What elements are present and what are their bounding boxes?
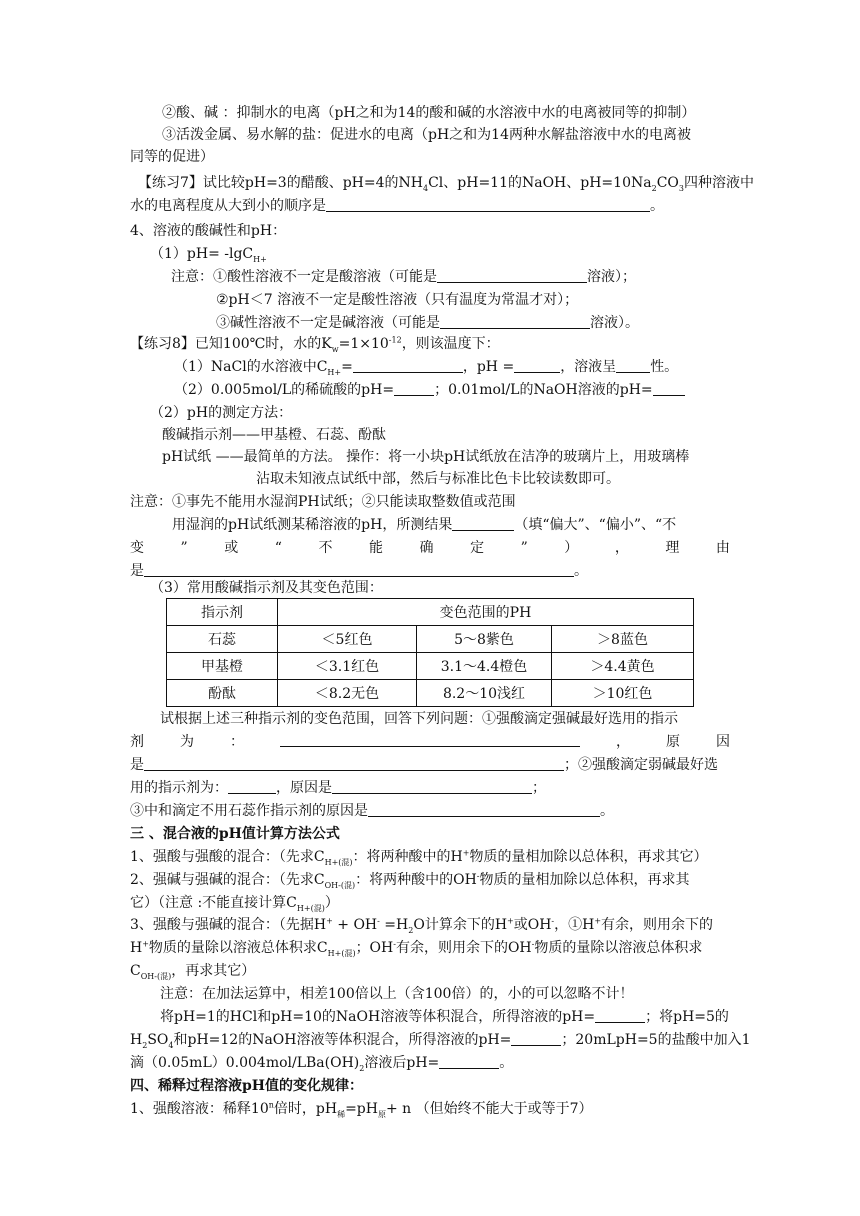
line-text: 4、溶液的酸碱性和pH： xyxy=(130,223,287,239)
text-line xyxy=(150,402,750,424)
superscript: - xyxy=(393,939,396,949)
line-text: 有余，则用余下的 xyxy=(601,917,714,933)
text-line xyxy=(130,869,730,891)
line-text: pH试纸 ——最简单的方法。 操作：将一小块pH试纸放在洁净的玻璃片上，用玻璃棒 xyxy=(162,449,690,465)
text-line xyxy=(130,777,730,799)
table-cell: 8.2～10浅红 xyxy=(417,680,552,707)
line-text: ③活泼金属、易水解的盐：促进水的电离（pH之和为14两种水解盐溶液中水的电离被 xyxy=(162,127,691,143)
line-text: H xyxy=(130,1032,143,1048)
line-text: 。 xyxy=(600,803,614,819)
line-char: ： xyxy=(230,734,244,750)
line-text: C xyxy=(130,963,141,979)
table-cell: 酚酞 xyxy=(167,680,278,707)
line-char: “ xyxy=(274,540,282,556)
table-row xyxy=(167,680,694,707)
subscript: H+(混) xyxy=(327,948,356,958)
answer-blank[interactable] xyxy=(439,1053,499,1069)
line-text: （1）pH= -lgC xyxy=(150,246,254,262)
superscript: -12 xyxy=(388,335,402,345)
text-line xyxy=(130,892,730,914)
text-line xyxy=(130,960,730,982)
line-text: 注意：①事先不能用水湿润PH试纸；②只能读取整数值或范围 xyxy=(130,494,516,510)
text-line xyxy=(130,846,730,868)
line-text: O计算余下的H xyxy=(413,917,508,933)
line-text: 和pH=12的NaOH溶液等体积混合，所得溶液的pH= xyxy=(173,1032,512,1048)
line-text: ； xyxy=(532,780,546,796)
text-line xyxy=(162,124,762,146)
line-text: ②酸、碱 ：抑制水的电离（pH之和为14的酸和碱的水溶液中水的电离被同等的抑制） xyxy=(162,105,696,121)
line-text: 1、强酸溶液：稀释10 xyxy=(130,1101,269,1117)
line-text: 用的指示剂为： xyxy=(130,780,228,796)
answer-blank[interactable] xyxy=(452,515,514,531)
table-row xyxy=(167,653,694,680)
subscript: H+(混) xyxy=(296,903,325,913)
line-char: 不 xyxy=(318,540,333,556)
answer-blank[interactable] xyxy=(368,801,600,817)
table-cell: ＞8蓝色 xyxy=(552,626,694,653)
answer-blank[interactable] xyxy=(394,380,434,396)
superscript: n xyxy=(268,1100,274,1110)
line-char: ” xyxy=(180,540,188,556)
line-text: 它）（注意 :不能直接计算C xyxy=(130,895,297,911)
line-text: 四种溶液中 xyxy=(683,175,754,191)
line-text: 是 xyxy=(130,757,144,773)
line-text: ，pH = xyxy=(462,359,515,375)
line-char: 因 xyxy=(716,734,730,750)
subscript: 2 xyxy=(651,183,657,193)
line-text: （2）pH的测定方法： xyxy=(150,405,293,421)
line-text: =pH xyxy=(345,1101,378,1117)
line-text: 注意：在加法运算中，相差100倍以上（含100倍）的，小的可以忽略不计！ xyxy=(160,986,634,1002)
superscript: + xyxy=(594,916,602,926)
table-cell: 5～8紫色 xyxy=(417,626,552,653)
answer-blank[interactable] xyxy=(440,313,590,329)
line-text: + OH xyxy=(332,917,378,933)
superscript: + xyxy=(142,939,149,949)
line-text: 性。 xyxy=(650,359,679,375)
answer-blank[interactable] xyxy=(511,1030,561,1046)
line-text: 沾取未知液点试纸中部，然后与标准比色卡比较读数即可。 xyxy=(256,471,620,487)
text-line xyxy=(130,1098,730,1120)
subscript: 4 xyxy=(422,183,429,193)
text-line xyxy=(130,914,730,936)
line-text: 1、强酸与强酸的混合：（先求C xyxy=(130,849,325,865)
line-char: 原 xyxy=(666,734,680,750)
text-line xyxy=(162,446,762,468)
text-line xyxy=(162,424,762,446)
answer-blank[interactable] xyxy=(332,778,532,794)
line-text: ；0.01mol/L的NaOH溶液的pH= xyxy=(434,382,653,398)
subscript: 2 xyxy=(359,1063,365,1073)
line-char: 理 xyxy=(665,540,680,556)
answer-blank[interactable] xyxy=(326,196,650,212)
superscript: - xyxy=(551,916,555,926)
superscript: - xyxy=(531,939,535,949)
text-line xyxy=(172,514,772,536)
text-line xyxy=(256,468,856,490)
superscript: + xyxy=(326,916,333,926)
line-text: SO xyxy=(147,1032,169,1048)
text-line xyxy=(130,754,730,776)
text-line xyxy=(130,937,730,959)
line-text: 倍时，pH xyxy=(273,1101,338,1117)
line-text: 3、强酸与强碱的混合：（先据H xyxy=(130,917,327,933)
line-text: =1×10 xyxy=(338,336,389,352)
answer-blank[interactable] xyxy=(653,380,685,396)
line-text: 用湿润的pH试纸测某稀溶液的pH，所测结果 xyxy=(172,517,453,533)
subscript: H+ xyxy=(253,254,267,264)
line-text: ，①H xyxy=(554,917,595,933)
line-text: ；OH xyxy=(355,940,394,956)
line-text: 同等的促进） xyxy=(130,149,214,165)
line-char: ， xyxy=(616,734,630,750)
subscript: 4 xyxy=(168,1040,174,1050)
superscript: - xyxy=(476,871,480,881)
line-text: （2）0.005mol/L的稀硫酸的pH= xyxy=(174,382,395,398)
subscript: H+ xyxy=(327,367,342,377)
line-char: ） xyxy=(564,540,579,556)
answer-blank[interactable] xyxy=(437,267,587,283)
line-text: 物质的量相加除以总体积，再求其 xyxy=(479,872,690,888)
line-char: 为 xyxy=(180,734,194,750)
text-line xyxy=(130,1052,730,1074)
line-text: （3）常用酸碱指示剂及其变色范围： xyxy=(150,580,383,596)
text-line xyxy=(171,266,771,288)
section-heading xyxy=(130,1075,730,1097)
table-header-cell: 变色范围的PH xyxy=(278,599,694,626)
table-row xyxy=(167,599,694,626)
line-text: 试根据上述三种指示剂的变色范围，回答下列问题：①强酸滴定强碱最好选用的指示 xyxy=(160,711,678,727)
text-line xyxy=(216,289,816,311)
line-text: ；20mLpH=5的盐酸中加入1 xyxy=(561,1032,751,1048)
line-text: 是 xyxy=(130,563,144,579)
line-text: 溶液）。 xyxy=(590,315,639,331)
line-text: ，则该温度下： xyxy=(401,336,500,352)
line-text: ） xyxy=(324,895,339,911)
line-text: 溶液后pH= xyxy=(364,1055,440,1071)
line-text: ；将pH=5的 xyxy=(645,1009,729,1025)
subscript: w xyxy=(331,344,339,354)
line-char: 或 xyxy=(224,540,239,556)
line-text: H xyxy=(130,940,143,956)
text-line xyxy=(130,1029,751,1051)
answer-blank[interactable] xyxy=(514,357,560,373)
subscript: OH-(混) xyxy=(140,971,172,981)
text-line xyxy=(150,243,750,265)
line-char: 确 xyxy=(419,540,434,556)
subscript: 3 xyxy=(678,183,684,193)
answer-blank[interactable] xyxy=(228,778,276,794)
subscript: OH-(混) xyxy=(324,880,356,890)
line-text: ③中和滴定不用石蕊作指示剂的原因是 xyxy=(130,803,368,819)
text-line xyxy=(130,146,730,168)
line-text: 酸碱指示剂——甲基橙、石蕊、酚酞 xyxy=(162,427,386,443)
line-text: 溶液）； xyxy=(587,269,636,285)
line-text: ：将两种酸中的H xyxy=(352,849,463,865)
text-line xyxy=(130,491,730,513)
table-cell: 石蕊 xyxy=(167,626,278,653)
table-row xyxy=(167,626,694,653)
line-char: 剂 xyxy=(130,734,144,750)
line-text: CO xyxy=(656,175,679,191)
line-text: 【练习8】已知100℃时，水的K xyxy=(130,336,332,352)
line-text: 【练习7】试比较pH=3的醋酸、pH=4的NH xyxy=(138,175,423,191)
line-char: 变 xyxy=(130,540,144,556)
line-text: 2、强碱与强碱的混合：（先求C xyxy=(130,872,325,888)
superscript: - xyxy=(377,916,380,926)
line-text: ：将两种酸中的OH xyxy=(355,872,477,888)
table-cell: ＜8.2无色 xyxy=(278,680,417,707)
table-cell: 甲基橙 xyxy=(167,653,278,680)
subscript: 稀 xyxy=(337,1109,346,1119)
line-char: ， xyxy=(614,540,629,556)
line-text: 将pH=1的HCl和pH=10的NaOH溶液等体积混合，所得溶液的pH= xyxy=(160,1009,596,1025)
text-line xyxy=(130,195,730,217)
subscript: 原 xyxy=(377,1109,386,1119)
line-text: 滴（0.05mL）0.004mol/LBa(OH) xyxy=(130,1055,360,1071)
answer-blank[interactable] xyxy=(144,561,574,577)
line-text: 。 xyxy=(574,563,588,579)
line-text: （1）NaCl的水溶液中C xyxy=(174,359,328,375)
line-text: 物质的量除以溶液总体积求C xyxy=(148,940,328,956)
table-cell: ＜3.1红色 xyxy=(278,653,417,680)
subscript: 2 xyxy=(142,1040,148,1050)
text-line xyxy=(150,577,750,599)
text-line xyxy=(216,312,816,334)
line-text: = xyxy=(341,359,353,375)
line-char: 定 xyxy=(470,540,485,556)
table-cell: ＞10红色 xyxy=(552,680,694,707)
line-text: 四、稀释过程溶液pH值的变化规律： xyxy=(130,1078,364,1094)
line-text: =H xyxy=(379,917,409,933)
justified-line xyxy=(130,537,730,559)
line-char: 能 xyxy=(369,540,383,556)
table-cell: 3.1～4.4橙色 xyxy=(417,653,552,680)
line-text: 。 xyxy=(499,1055,514,1071)
section-heading xyxy=(130,823,730,845)
line-text: + n （但始终不能大于或等于7） xyxy=(385,1101,593,1117)
text-line xyxy=(162,102,762,124)
subscript: H+(混) xyxy=(324,857,353,867)
exercise-7-line xyxy=(138,172,754,194)
line-text: 三 、混合液的pH值计算方法公式 xyxy=(130,826,340,842)
table-header-cell: 指示剂 xyxy=(167,599,278,626)
indicator-table xyxy=(166,598,694,707)
table-cell: ＜5红色 xyxy=(278,626,417,653)
line-text: 水的电离程度从大到小的顺序是 xyxy=(130,198,326,214)
table-cell: ＞4.4黄色 xyxy=(552,653,694,680)
answer-blank[interactable] xyxy=(616,357,650,373)
line-text: 或OH xyxy=(513,917,552,933)
subscript: 2 xyxy=(408,925,414,935)
line-text: ，再求其它） xyxy=(171,963,256,979)
line-char: 由 xyxy=(715,540,730,556)
superscript: + xyxy=(462,848,470,858)
text-line xyxy=(130,800,730,822)
line-text: 。 xyxy=(650,198,664,214)
line-text: 物质的量除以溶液总体积求 xyxy=(534,940,703,956)
line-text: ③碱性溶液不一定是碱溶液（可能是 xyxy=(216,315,440,331)
line-text: ，原因是 xyxy=(276,780,332,796)
line-text: ②pH＜7 溶液不一定是酸性溶液（只有温度为常温才对）； xyxy=(216,292,579,308)
answer-blank[interactable] xyxy=(144,755,564,771)
line-text: ；②强酸滴定弱碱最好选 xyxy=(564,757,718,773)
line-text: 有余，则用余下的OH xyxy=(395,940,532,956)
line-text: （填“偏大”、“偏小”、“不 xyxy=(514,517,677,533)
line-text: ，溶液呈 xyxy=(560,359,617,375)
text-line xyxy=(160,708,760,730)
answer-blank[interactable] xyxy=(353,357,463,373)
line-text: 物质的量相加除以总体积，再求其它） xyxy=(469,849,708,865)
answer-blank[interactable] xyxy=(280,731,580,747)
answer-blank[interactable] xyxy=(595,1007,645,1023)
line-text: 注意：①酸性溶液不一定是酸溶液（可能是 xyxy=(171,269,437,285)
text-line xyxy=(174,356,774,378)
exercise-8-line xyxy=(130,333,730,355)
justified-line xyxy=(130,731,730,753)
text-line xyxy=(174,379,774,401)
line-text: Cl、pH=11的NaOH、pH=10Na xyxy=(428,175,652,191)
text-line xyxy=(160,1006,760,1028)
text-line xyxy=(160,983,760,1005)
line-char: ” xyxy=(520,540,528,556)
superscript: + xyxy=(507,916,514,926)
section-heading xyxy=(130,220,730,242)
